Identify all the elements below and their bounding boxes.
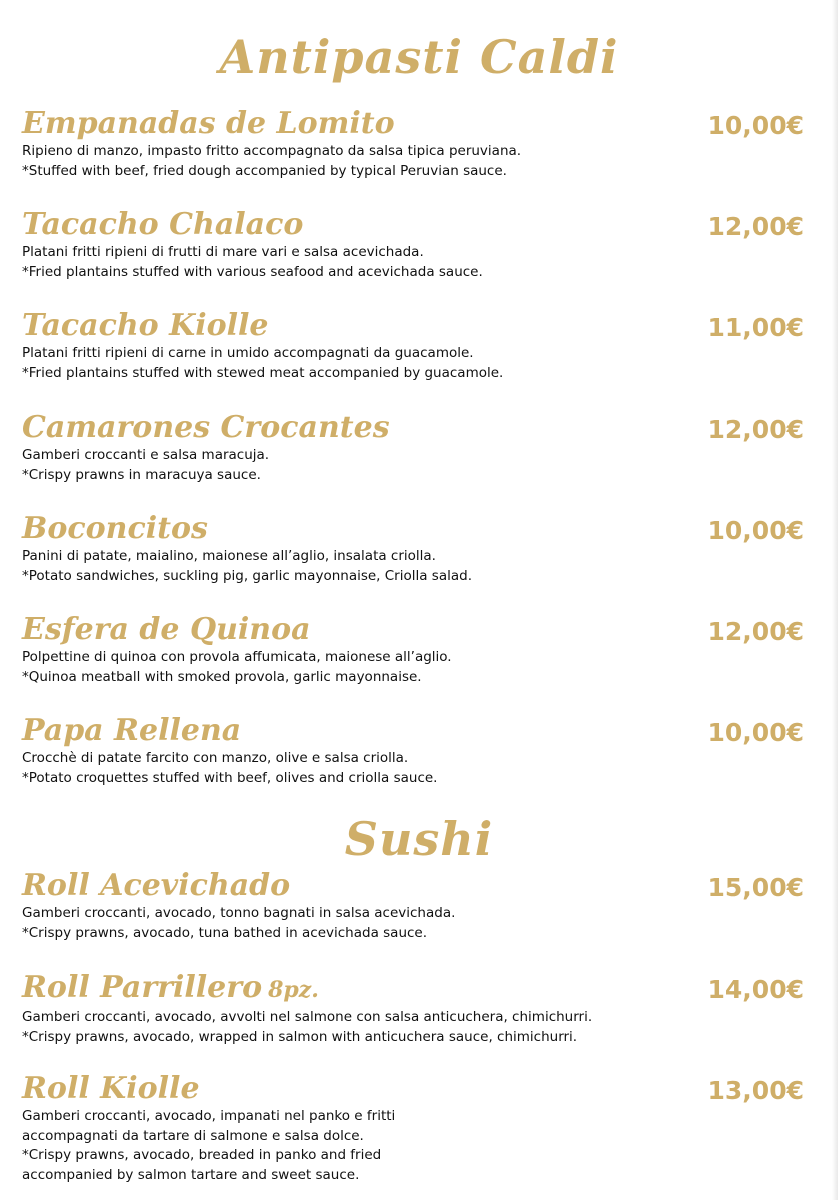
item-name: Papa Rellena [22,713,242,748]
item-name: Empanadas de Lomito [22,106,395,141]
description-italian: Crocchè di patate farcito con manzo, olive e salsa criolla. [22,750,409,766]
description-english: *Quinoa meatball with smoked provola, garlic mayonnaise. [22,668,422,685]
description-english: *Stuffed with beef, fried dough accompanied by typical Peruvian sauce. [22,162,507,179]
description-italian: Polpettine di quinoa con provola affumicata, maionese all’aglio. [22,649,452,665]
item-price: 15,00€ [707,873,804,902]
item-name-text: Roll Parrillero [22,970,263,1005]
section-title-antipasti-caldi: Antipasti Caldi [219,30,619,84]
item-name: Boconcitos [22,511,208,546]
description-italian: Panini di patate, maialino, maionese all’aglio, insalata criolla. [22,548,436,564]
item-price: 10,00€ [707,516,804,545]
menu-item-roll-parrillero [22,968,812,1047]
description-english-line-1: *Crispy prawns, avocado, breaded in panko and fried [22,1147,382,1163]
item-price: 11,00€ [707,313,804,342]
description-italian: Ripieno di manzo, impasto fritto accompagnato da salsa tipica peruviana. [22,143,522,159]
item-description [22,446,812,485]
item-description [22,904,812,943]
menu-item-boconcitos [22,509,812,586]
menu-item-tacacho-chalaco [22,205,812,282]
item-description [22,648,812,687]
menu-item-roll-acevichado [22,866,812,943]
menu-item-papa-rellena [22,711,812,788]
page-edge-shadow [832,0,838,1200]
menu-item-empanadas-de-lomito [22,104,812,181]
menu-item-camarones-crocantes [22,408,812,485]
description-english: *Fried plantains stuffed with stewed meat accompanied by guacamole. [22,364,504,381]
description-english: *Potato croquettes stuffed with beef, olives and criolla sauce. [22,769,438,786]
menu-item-roll-kiolle [22,1069,812,1185]
item-portion-suffix: 8pz. [268,977,319,1003]
description-italian: Platani fritti ripieni di frutti di mare vari e salsa acevichada. [22,244,424,260]
item-name [22,968,812,1010]
item-description [22,142,812,181]
menu-item-esfera-de-quinoa [22,610,812,687]
description-english-line-2: accompanied by salmon tartare and sweet sauce. [22,1166,360,1183]
item-name: Roll Acevichado [22,868,291,903]
item-price: 10,00€ [707,111,804,140]
item-price: 13,00€ [707,1076,804,1105]
description-italian: Gamberi croccanti, avocado, avvolti nel salmone con salsa anticuchera, chimichurri. [22,1009,593,1025]
item-name: Esfera de Quinoa [22,612,311,647]
item-name: Roll Kiolle [22,1071,200,1106]
item-description [22,1107,812,1185]
description-italian: Gamberi croccanti, avocado, tonno bagnati in salsa acevichada. [22,905,456,921]
item-price: 12,00€ [707,212,804,241]
description-english: *Potato sandwiches, suckling pig, garlic mayonnaise, Criolla salad. [22,567,473,584]
item-description [22,547,812,586]
item-name: Tacacho Chalaco [22,207,304,242]
menu-item-tacacho-kiolle [22,306,812,383]
description-italian: Platani fritti ripieni di carne in umido accompagnati da guacamole. [22,345,474,361]
description-english: *Crispy prawns in maracuya sauce. [22,466,261,483]
item-price: 12,00€ [707,617,804,646]
item-name: Tacacho Kiolle [22,308,269,343]
description-italian-line-2: accompagnati da tartare di salmone e salsa dolce. [22,1127,364,1144]
description-english: *Crispy prawns, avocado, wrapped in salmon with anticuchera sauce, chimichurri. [22,1028,578,1045]
item-name: Camarones Crocantes [22,410,390,445]
item-price: 12,00€ [707,415,804,444]
description-italian: Gamberi croccanti e salsa maracuja. [22,447,270,463]
item-price: 10,00€ [707,718,804,747]
item-description [22,243,812,282]
item-description [22,749,812,788]
description-english: *Crispy prawns, avocado, tuna bathed in acevichada sauce. [22,924,428,941]
item-description [22,344,812,383]
section-title-sushi: Sushi [344,812,494,866]
item-price: 14,00€ [707,975,804,1004]
item-description [22,1008,812,1047]
description-english: *Fried plantains stuffed with various seafood and acevichada sauce. [22,263,483,280]
description-italian-line-1: Gamberi croccanti, avocado, impanati nel panko e fritti [22,1108,396,1124]
